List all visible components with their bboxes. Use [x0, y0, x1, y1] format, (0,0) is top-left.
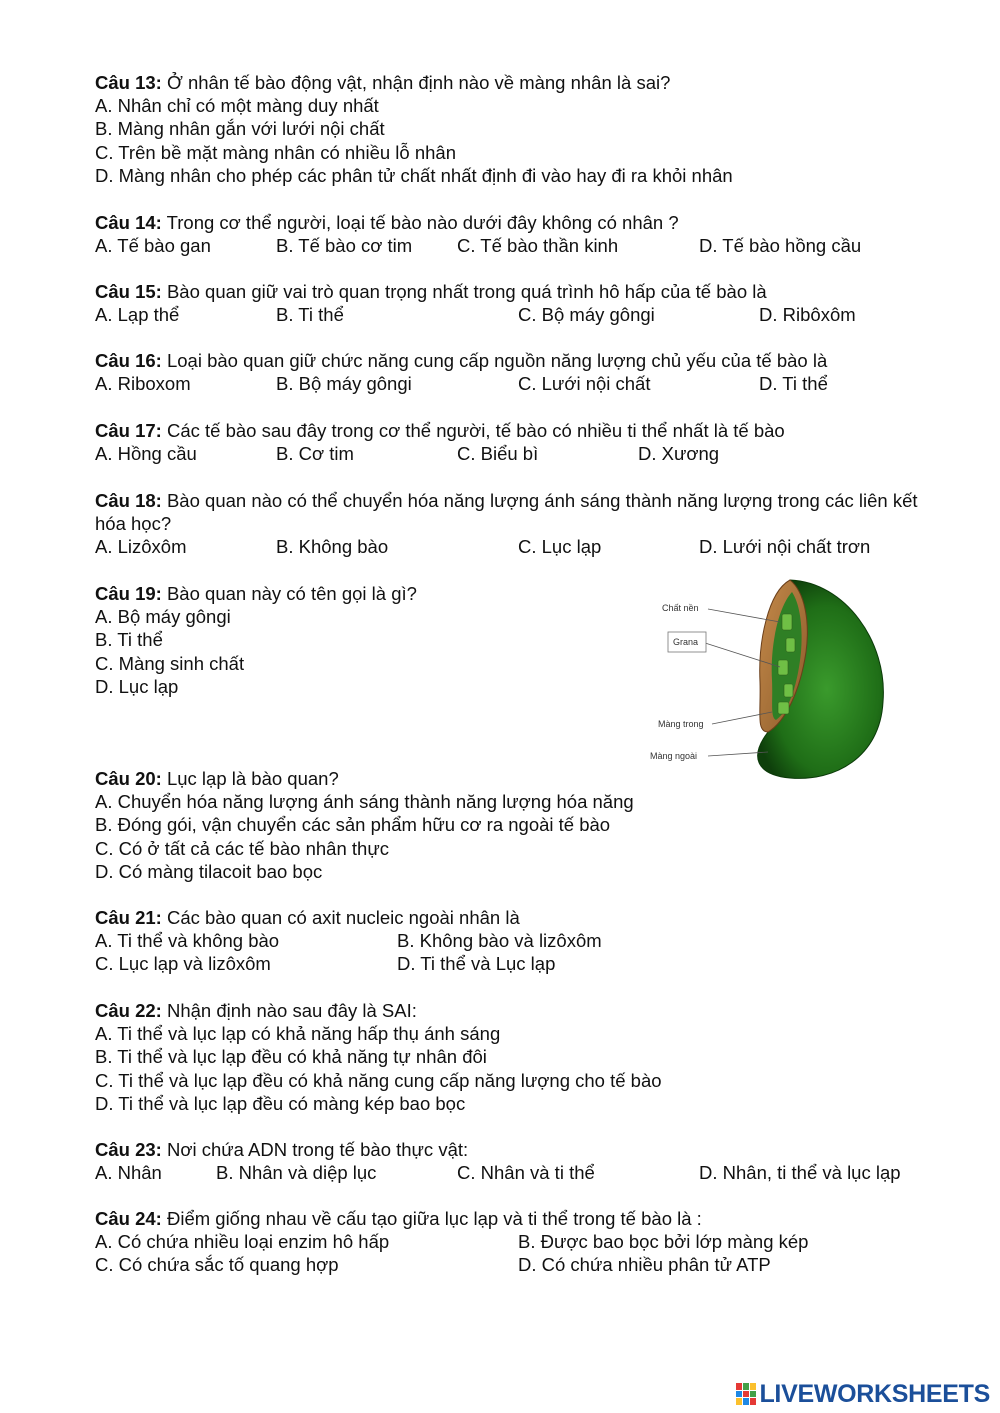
- options-row: [95, 234, 935, 257]
- option-d: D. Lưới nội chất trơn: [699, 536, 871, 558]
- question-stem: [95, 582, 615, 605]
- question-stem: [95, 1138, 935, 1161]
- option-a: A. Lizôxôm: [95, 536, 187, 558]
- option-a: A. Có chứa nhiều loại enzim hô hấp: [95, 1231, 390, 1253]
- option-c: C. Màng sinh chất: [95, 652, 245, 674]
- option-a: A. Tế bào gan: [95, 235, 211, 257]
- option-a: A. Hồng cầu: [95, 443, 197, 465]
- question-label: Câu 20:: [95, 768, 162, 789]
- option-a: A. Nhân chỉ có một màng duy nhất: [95, 95, 379, 117]
- question-17: [95, 419, 935, 465]
- question-stem: [95, 906, 935, 929]
- question-stem: [95, 489, 935, 535]
- question-label: Câu 13:: [95, 72, 162, 93]
- question-text: Các tế bào sau đây trong cơ thể người, tế bào có nhiều ti thể nhất là tế bào: [161, 420, 785, 441]
- question-stem: [95, 999, 935, 1022]
- option-a: A. Lạp thể: [95, 304, 180, 326]
- options-row: [95, 1230, 935, 1253]
- label-grana: Grana: [673, 637, 699, 647]
- option-d: D. Ti thể và Lục lạp: [397, 953, 556, 975]
- logo-text: LIVEWORKSHEETS: [759, 1379, 990, 1408]
- option-c: C. Lục lạp và lizôxôm: [95, 953, 271, 975]
- question-label: Câu 16:: [95, 350, 162, 371]
- question-label: Câu 23:: [95, 1139, 162, 1160]
- question-label: Câu 18:: [95, 490, 162, 511]
- question-text: Nhận định nào sau đây là SAI:: [161, 1000, 417, 1021]
- option-b: B. Nhân và diệp lục: [216, 1162, 377, 1184]
- options-row: [95, 1161, 935, 1184]
- question-22: [95, 999, 935, 1115]
- option-b: B. Tế bào cơ tim: [276, 235, 413, 257]
- option-b: B. Màng nhân gắn với lưới nội chất: [95, 118, 385, 140]
- question-18: [95, 489, 935, 559]
- question-stem: [95, 211, 935, 234]
- option-b: B. Đóng gói, vận chuyển các sản phẩm hữu cơ ra ngoài tế bào: [95, 814, 611, 836]
- option-b: B. Ti thể: [276, 304, 344, 326]
- option-a: A. Chuyển hóa năng lượng ánh sáng thành năng lượng hóa năng: [95, 791, 634, 813]
- option-b: B. Không bào và lizôxôm: [397, 930, 602, 952]
- option-a: A. Ti thể và không bào: [95, 930, 280, 952]
- option-b: B. Được bao bọc bởi lớp màng kép: [518, 1231, 809, 1253]
- chloroplast-diagram: [640, 572, 900, 784]
- question-23: [95, 1138, 935, 1184]
- question-16: [95, 349, 935, 395]
- question-24: [95, 1207, 935, 1277]
- question-text: Bào quan này có tên gọi là gì?: [161, 583, 417, 604]
- question-text: Lục lạp là bào quan?: [161, 768, 339, 789]
- options-row: [95, 952, 935, 975]
- question-15: [95, 280, 935, 326]
- option-c: C. Ti thể và lục lạp đều có khả năng cung cấp năng lượng cho tế bào: [95, 1069, 662, 1091]
- question-stem: [95, 1207, 935, 1230]
- option-a: A. Riboxom: [95, 373, 191, 395]
- option-d: D. Tế bào hồng cầu: [699, 235, 862, 257]
- option-d: D. Có màng tilacoit bao bọc: [95, 860, 323, 882]
- question-text: Ở nhân tế bào động vật, nhận định nào về màng nhân là sai?: [161, 72, 671, 93]
- question-stem: [95, 419, 935, 442]
- option-c: C. Có chứa sắc tố quang hợp: [95, 1254, 339, 1276]
- question-text: Các bào quan có axit nucleic ngoài nhân là: [161, 907, 520, 928]
- question-text: Trong cơ thể người, loại tế bào nào dưới đây không có nhân ?: [161, 212, 679, 233]
- question-label: Câu 22:: [95, 1000, 162, 1021]
- option-b: B. Ti thể và lục lạp đều có khả năng tự nhân đôi: [95, 1046, 487, 1068]
- question-text: Bào quan giữ vai trò quan trọng nhất trong quá trình hô hấp của tế bào là: [161, 281, 767, 302]
- question-14: [95, 211, 935, 257]
- option-d: D. Lục lạp: [95, 675, 179, 697]
- option-a: A. Ti thể và lục lạp có khả năng hấp thụ ánh sáng: [95, 1023, 501, 1045]
- question-label: Câu 19:: [95, 583, 162, 604]
- label-chat-nen: Chất nền: [662, 603, 699, 613]
- question-stem: [95, 349, 935, 372]
- option-c: C. Tế bào thần kinh: [457, 235, 619, 257]
- option-c: C. Trên bề mặt màng nhân có nhiều lỗ nhân: [95, 141, 456, 163]
- question-13: [95, 71, 935, 187]
- question-label: Câu 14:: [95, 212, 162, 233]
- option-b: B. Bộ máy gôngi: [276, 373, 412, 395]
- option-d: D. Có chứa nhiều phân tử ATP: [518, 1254, 771, 1276]
- option-d: D. Ribôxôm: [759, 304, 856, 326]
- option-c: C. Có ở tất cả các tế bào nhân thực: [95, 837, 389, 859]
- question-stem: [95, 767, 935, 790]
- logo-grid-icon: [736, 1383, 756, 1405]
- question-label: Câu 21:: [95, 907, 162, 928]
- option-d: D. Ti thể: [759, 373, 828, 395]
- label-mang-trong: Màng trong: [658, 719, 704, 729]
- options-row: [95, 442, 935, 465]
- label-mang-ngoai: Màng ngoài: [650, 751, 698, 761]
- question-stem: [95, 71, 935, 94]
- question-19: [95, 582, 615, 698]
- question-21: [95, 906, 935, 976]
- question-text: Nơi chứa ADN trong tế bào thực vật:: [161, 1139, 469, 1160]
- option-d: D. Ti thể và lục lạp đều có màng kép bao bọc: [95, 1092, 466, 1114]
- option-a: A. Bộ máy gôngi: [95, 606, 231, 628]
- options-row: [95, 535, 935, 558]
- question-label: Câu 15:: [95, 281, 162, 302]
- option-c: C. Biểu bì: [457, 443, 539, 465]
- question-text: Điểm giống nhau về cấu tạo giữa lục lạp và ti thể trong tế bào là :: [161, 1208, 702, 1229]
- question-label: Câu 17:: [95, 420, 162, 441]
- option-d: D. Nhân, ti thể và lục lạp: [699, 1162, 901, 1184]
- option-d: D. Màng nhân cho phép các phân tử chất nhất định đi vào hay đi ra khỏi nhân: [95, 164, 733, 186]
- options-row: [95, 929, 935, 952]
- question-20: [95, 767, 935, 883]
- liveworksheets-logo: [736, 1380, 990, 1408]
- options-row: [95, 303, 935, 326]
- option-b: B. Ti thể: [95, 629, 163, 651]
- option-b: B. Không bào: [276, 536, 389, 558]
- option-b: B. Cơ tim: [276, 443, 354, 465]
- option-d: D. Xương: [638, 443, 720, 465]
- question-text: Bào quan nào có thể chuyển hóa năng lượng ánh sáng thành năng lượng trong các liên kết hóa học?: [95, 490, 918, 535]
- option-c: C. Lưới nội chất: [518, 373, 651, 395]
- options-row: [95, 372, 935, 395]
- option-c: C. Bộ máy gôngi: [518, 304, 655, 326]
- option-a: A. Nhân: [95, 1162, 162, 1184]
- option-c: C. Lục lạp: [518, 536, 602, 558]
- option-c: C. Nhân và ti thể: [457, 1162, 595, 1184]
- question-stem: [95, 280, 935, 303]
- options-row: [95, 1253, 935, 1276]
- question-text: Loại bào quan giữ chức năng cung cấp nguồn năng lượng chủ yếu của tế bào là: [161, 350, 828, 371]
- question-label: Câu 24:: [95, 1208, 162, 1229]
